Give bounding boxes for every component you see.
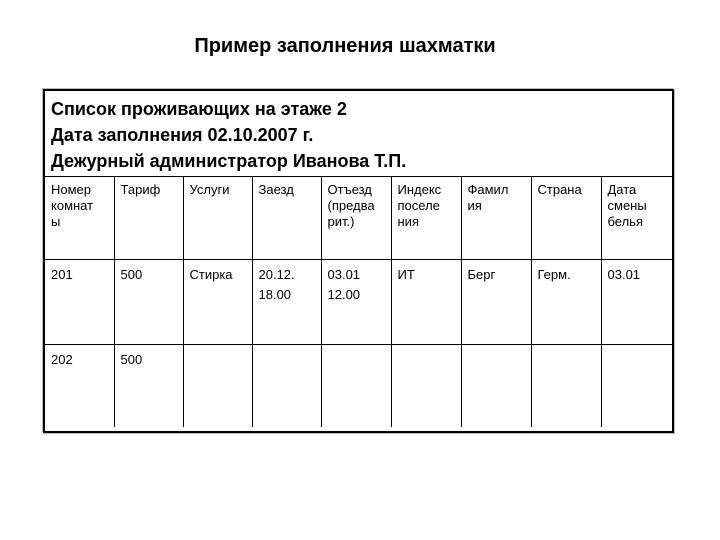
table-cell (531, 344, 601, 427)
table-cell: 500 (114, 344, 183, 427)
table-cell (601, 344, 672, 427)
table-cell: 20.12. 18.00 (252, 259, 321, 344)
table-cell: 500 (114, 259, 183, 344)
table-cell (461, 344, 531, 427)
sheet-header (45, 91, 672, 177)
table-cell (183, 344, 252, 427)
column-header: Номер комнат ы (51, 182, 94, 229)
table-cell: 03.01 12.00 (321, 259, 391, 344)
table-cell (321, 344, 391, 427)
column-header: Страна (531, 177, 601, 259)
floor-residents-line: Список проживающих на этаже 2 (51, 99, 347, 119)
column-header: Индекс поселе ния (391, 177, 461, 259)
table-cell: Берг (461, 259, 531, 344)
table-header-row (45, 177, 672, 259)
table-row (45, 344, 672, 427)
residents-table (45, 177, 672, 427)
table-row (45, 259, 672, 344)
table-cell (391, 344, 461, 427)
duty-admin-line: Дежурный администратор Иванова Т.П. (51, 151, 407, 171)
column-header: Тариф (114, 177, 183, 259)
chess-sheet (43, 89, 674, 433)
column-header: Отъезд (предва рит.) (321, 177, 391, 259)
column-header: Заезд (252, 177, 321, 259)
page-title: Пример заполнения шахматки (194, 35, 496, 57)
table-cell: 202 (45, 344, 114, 427)
table-cell: 201 (45, 259, 114, 344)
column-header: Услуги (183, 177, 252, 259)
column-header: Дата смены белья (601, 177, 672, 259)
table-cell: Стирка (183, 259, 252, 344)
table-cell (252, 344, 321, 427)
table-cell: ИТ (391, 259, 461, 344)
table-cell: 03.01 (601, 259, 672, 344)
fill-date-line: Дата заполнения 02.10.2007 г. (51, 125, 314, 145)
table-cell: Герм. (531, 259, 601, 344)
column-header: Фамил ия (461, 177, 531, 259)
